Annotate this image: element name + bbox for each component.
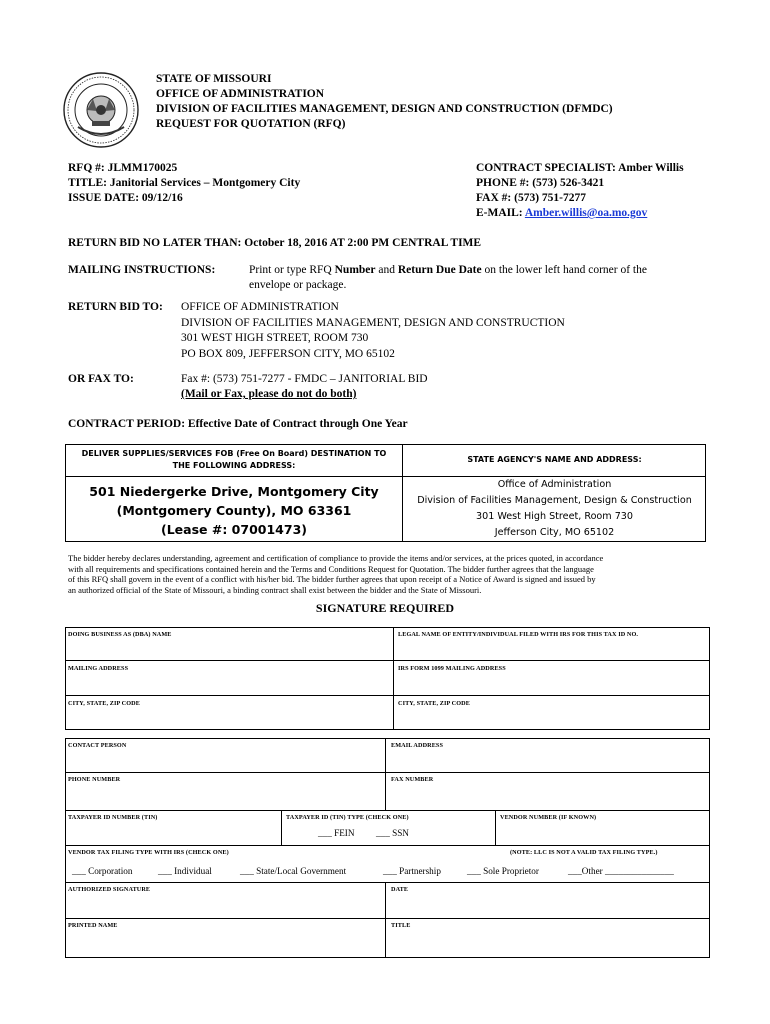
agency-line-4: Jefferson City, MO 65102 — [494, 527, 615, 538]
delivery-address-2: (Montgomery County), MO 63361 — [116, 503, 352, 518]
contract-specialist: CONTRACT SPECIALIST: Amber Willis — [476, 162, 684, 174]
fax-number-field[interactable]: FAX NUMBER — [391, 776, 434, 783]
tin-field[interactable]: TAXPAYER ID NUMBER (TIN) — [68, 814, 158, 821]
contact-grid-row-divider — [65, 810, 710, 811]
agency-address — [403, 477, 706, 541]
date-field[interactable]: DATE — [391, 886, 409, 893]
delivery-address-3: (Lease #: 07001473) — [161, 522, 307, 537]
delivery-address-1: 501 Niedergerke Drive, Montgomery City — [89, 484, 379, 499]
dba-field[interactable]: DOING BUSINESS AS (DBA) NAME — [68, 631, 172, 638]
delivery-left-header-1: DELIVER SUPPLIES/SERVICES FOB (Free On Board) DESTINATION TO — [81, 449, 387, 458]
email-label: E-MAIL: — [476, 207, 525, 219]
mailing-text-b: Number — [334, 264, 376, 276]
title-field[interactable]: TITLE — [391, 922, 411, 929]
declaration-line: The bidder hereby declares understanding, agreement and certification of compliance to provide the items and/or services, at the prices quoted, in accordance — [68, 553, 604, 563]
declaration-line: with all requirements and specifications contained herein and the Terms and Conditions Request for Quotation. The bidder further agrees that the language — [68, 563, 594, 574]
ssn-checkbox[interactable]: ___ SSN — [376, 828, 409, 838]
contact-grid-col-divider — [281, 810, 282, 845]
contact-grid-row-divider — [65, 882, 710, 883]
contact-grid-row-divider — [65, 918, 710, 919]
fax-to-line-2: (Mail or Fax, please do not do both) — [181, 388, 357, 400]
contact-grid-col-divider — [385, 738, 386, 810]
contact-grid-row-divider — [65, 845, 710, 846]
irs-city-state-zip-field[interactable]: CITY, STATE, ZIP CODE — [398, 700, 470, 707]
return-to-address — [181, 300, 701, 362]
declaration-line: an authorized official of the State of Missouri, a binding contract shall exist between the bidder and the State of Missouri. — [68, 584, 482, 595]
mailing-text-c: and — [375, 264, 398, 276]
return-deadline: RETURN BID NO LATER THAN: October 18, 2016 AT 2:00 PM CENTRAL TIME — [68, 237, 482, 249]
return-to-line: OFFICE OF ADMINISTRATION — [181, 301, 339, 313]
corporation-checkbox[interactable]: ___ Corporation — [72, 866, 133, 876]
contract-period: CONTRACT PERIOD: Effective Date of Contract through One Year — [68, 418, 408, 430]
government-checkbox[interactable]: ___ State/Local Government — [240, 866, 347, 876]
fax-to-label: OR FAX TO: — [68, 373, 134, 385]
return-to-line: DIVISION OF FACILITIES MANAGEMENT, DESIGN AND CONSTRUCTION — [181, 316, 565, 329]
fein-checkbox[interactable]: ___ FEIN — [318, 828, 355, 838]
delivery-address — [66, 482, 402, 539]
contact-grid-col-divider — [495, 810, 496, 845]
mailing-label: MAILING INSTRUCTIONS: — [68, 264, 216, 276]
rfq-number: RFQ #: JLMM170025 — [68, 162, 178, 174]
rfq-info — [68, 161, 408, 206]
vendor-contact-grid — [65, 738, 710, 958]
contact-phone: PHONE #: (573) 526-3421 — [476, 177, 605, 189]
city-state-zip-field[interactable]: CITY, STATE, ZIP CODE — [68, 700, 140, 707]
irs-1099-address-field[interactable]: IRS FORM 1099 MAILING ADDRESS — [398, 665, 506, 672]
legal-name-field[interactable]: LEGAL NAME OF ENTITY/INDIVIDUAL FILED WITH IRS FOR THIS TAX ID NO. — [398, 631, 639, 638]
sole-proprietor-checkbox[interactable]: ___ Sole Proprietor — [467, 866, 539, 876]
signature-required-title: SIGNATURE REQUIRED — [315, 601, 455, 615]
return-to-line: PO BOX 809, JEFFERSON CITY, MO 65102 — [181, 347, 395, 360]
email-link[interactable]: Amber.willis@oa.mo.gov — [524, 207, 648, 219]
header-line-2: OFFICE OF ADMINISTRATION — [156, 88, 325, 100]
agency-line-1: Office of Administration — [497, 479, 612, 490]
state-seal-icon — [62, 71, 140, 149]
mailing-text-f: envelope or package. — [249, 278, 347, 291]
fax-to-line-1: Fax #: (573) 751-7277 - FMDC – JANITORIAL BID — [181, 373, 428, 385]
contact-grid-row-divider — [65, 772, 710, 773]
vendor-identity-grid — [65, 627, 710, 730]
contact-person-field[interactable]: CONTACT PERSON — [68, 742, 127, 749]
rfq-issue-date: ISSUE DATE: 09/12/16 — [68, 192, 183, 204]
rfq-title: TITLE: Janitorial Services – Montgomery City — [68, 177, 301, 189]
delivery-left-header-2: THE FOLLOWING ADDRESS: — [172, 461, 296, 470]
header-line-1: STATE OF MISSOURI — [156, 73, 272, 85]
other-checkbox[interactable]: ___Other _______________ — [568, 866, 674, 876]
mailing-text-e: on the lower left hand corner of the — [481, 264, 647, 276]
vendor-grid-row-divider — [65, 660, 710, 661]
filing-type-note: (NOTE: LLC IS NOT A VALID TAX FILING TYPE.) — [510, 849, 658, 856]
contact-info — [476, 161, 736, 221]
document-header — [156, 72, 716, 132]
agency-line-3: 301 West High Street, Room 730 — [475, 511, 634, 522]
declaration-text — [68, 553, 718, 595]
filing-type-label: VENDOR TAX FILING TYPE WITH IRS (CHECK ONE) — [68, 849, 229, 856]
vendor-grid-divider — [393, 627, 394, 730]
mailing-text — [249, 263, 719, 292]
contact-grid-col-divider — [385, 882, 386, 958]
mailing-text-a: Print or type RFQ — [249, 264, 335, 276]
printed-name-field[interactable]: PRINTED NAME — [68, 922, 118, 929]
return-to-line: 301 WEST HIGH STREET, ROOM 730 — [181, 332, 369, 344]
header-line-3: DIVISION OF FACILITIES MANAGEMENT, DESIGN AND CONSTRUCTION (DFMDC) — [156, 103, 613, 115]
authorized-signature-field[interactable]: AUTHORIZED SIGNATURE — [68, 886, 151, 893]
delivery-left-header — [66, 448, 402, 472]
individual-checkbox[interactable]: ___ Individual — [158, 866, 212, 876]
mailing-text-d: Return Due Date — [397, 264, 482, 276]
declaration-line: of this RFQ shall govern in the event of a conflict with his/her bid. The bidder further agrees that upon receipt of a Notice of Award is signed and issued by — [68, 574, 596, 584]
partnership-checkbox[interactable]: ___ Partnership — [383, 866, 441, 876]
mailing-address-field[interactable]: MAILING ADDRESS — [68, 665, 129, 672]
email-address-field[interactable]: EMAIL ADDRESS — [391, 742, 444, 749]
agency-line-2: Division of Facilities Management, Design & Construction — [417, 495, 692, 506]
contact-fax: FAX #: (573) 751-7277 — [476, 192, 586, 204]
phone-number-field[interactable]: PHONE NUMBER — [68, 776, 121, 783]
header-line-4: REQUEST FOR QUOTATION (RFQ) — [156, 118, 346, 130]
vendor-grid-row-divider — [65, 695, 710, 696]
vendor-number-field[interactable]: VENDOR NUMBER (IF KNOWN) — [500, 814, 597, 821]
return-to-label: RETURN BID TO: — [68, 301, 163, 313]
delivery-right-header: STATE AGENCY'S NAME AND ADDRESS: — [467, 455, 642, 464]
fax-to-details — [181, 372, 581, 402]
contact-email-row — [476, 206, 736, 221]
tin-type-label: TAXPAYER ID (TIN) TYPE (CHECK ONE) — [286, 814, 409, 821]
